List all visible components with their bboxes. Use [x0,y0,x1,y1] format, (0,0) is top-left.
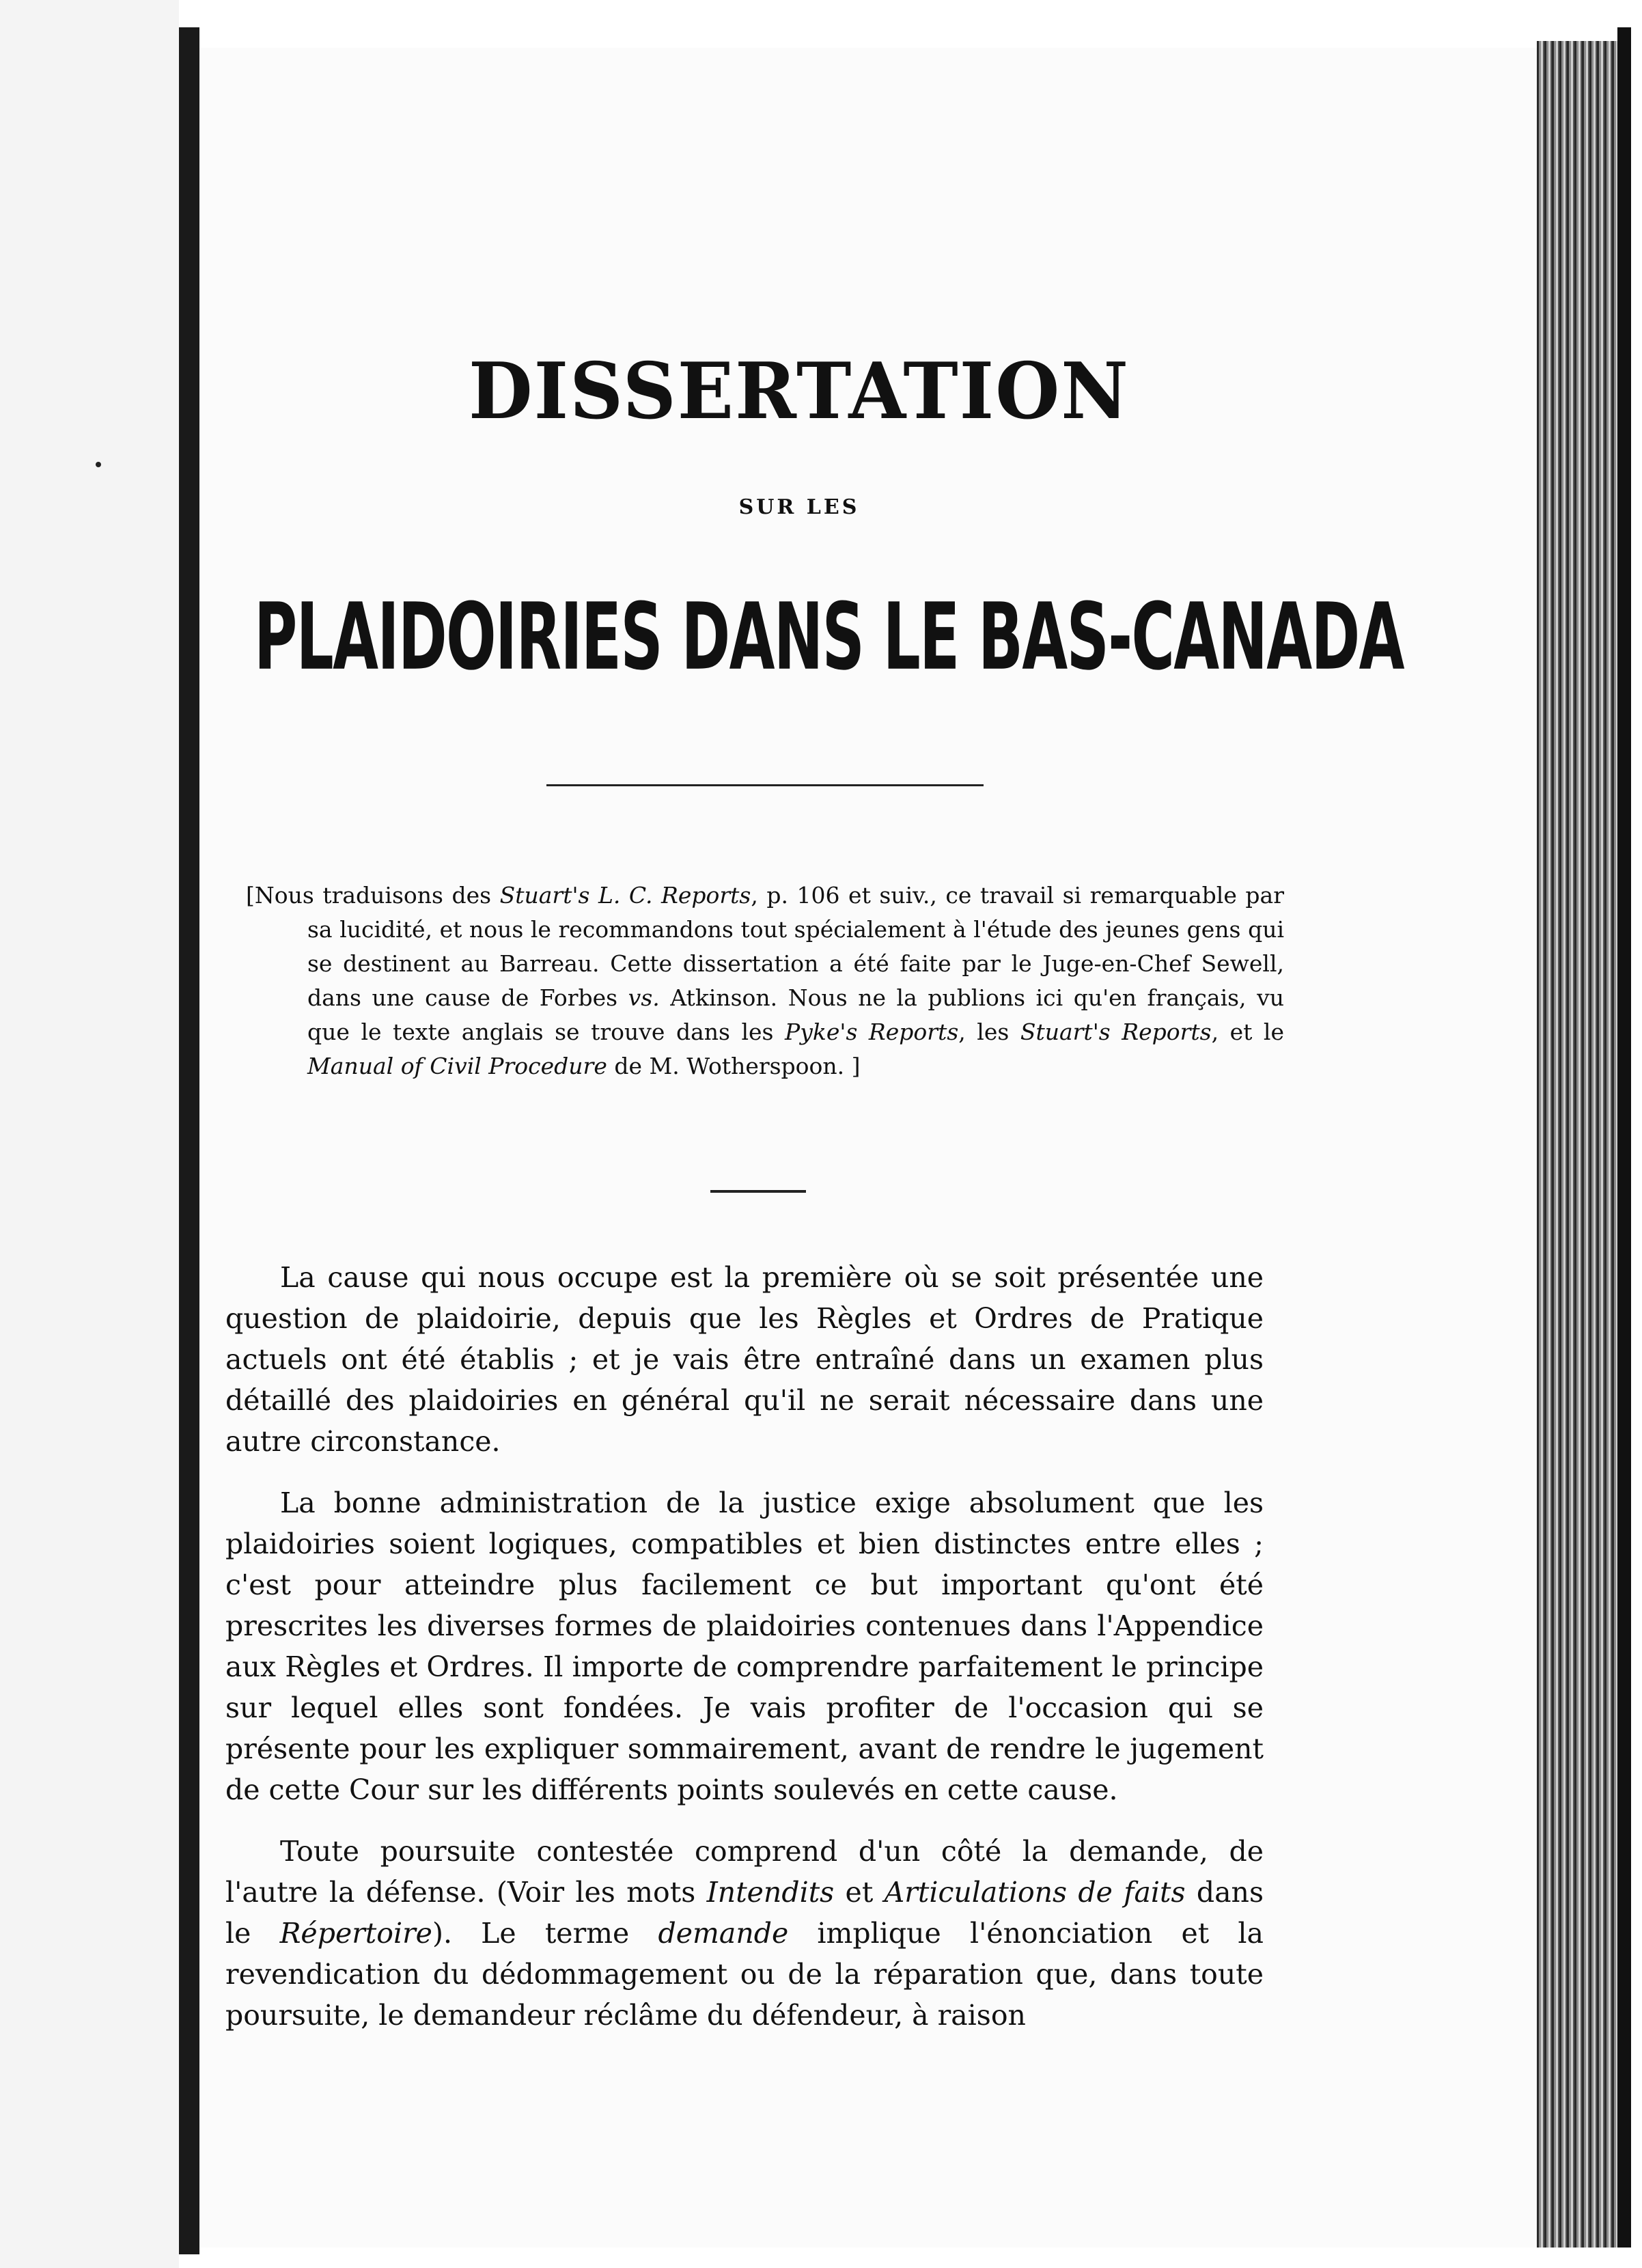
page-stack-edges [1537,41,1617,2248]
book-gutter [179,27,199,2254]
document-title: DISSERTATION [469,346,1130,437]
ink-speck [96,462,101,467]
editorial-note-text: [ Nous traduisons des Stuart's L. C. Reports, p. 106 et suiv., ce travail si remarquable par sa lucidité, et nous le recommandons tout spécialement à l'étude des jeunes gens qui se destinent au Barreau. Cette dissertation a été faite par le Juge-en-Chef Sewell, dans une cause de Forbes vs. Atkinson. Nous ne la publions ici qu'en français, vu que le texte anglais se trouve dans les Pyke's Reports, les Stuart's Reports, et le Manual of Civil Procedure de M. Wotherspoon. ] [246,879,1284,1083]
paragraph-2: La bonne administration de la justice exige absolument que les plaidoiries soient logiques, compatibles et bien distinctes entre elles ; c'est pour atteindre plus facilement ce but important qu'ont été prescrites les diverses formes de plaidoiries contenues dans l'Appendice aux Règles et Ordres. Il importe de comprendre parfaitement le principe sur lequel elles sont fondées. Je vais profiter de l'occasion qui se présente pour les expliquer sommairement, avant de rendre le jugement de cette Cour sur les différents points soulevés en cette cause. [225,1486,1264,1806]
divider-rule [546,784,984,786]
page-stack-shadow [1617,27,1631,2248]
paragraph-1: La cause qui nous occupe est la première où se soit présentée une question de plaidoirie, depuis que les Règles et Ordres de Pratique actuels ont été établis ; et je vais être entraîné dans un examen plus détaillé des plaidoiries en général qu'il ne serait nécessaire dans une autre circonstance. [225,1261,1264,1458]
facing-page-edge [0,0,179,2268]
document-subtitle: SUR LES [738,495,860,519]
short-divider-rule [710,1190,806,1193]
paragraph-3: Toute poursuite contestée comprend d'un côté la demande, de l'autre la défense. (Voir les mots Intendits et Articulations de faits dans le Répertoire). Le terme demande implique l'énonciation et la revendication du dédommagement ou de la réparation que, dans toute poursuite, le demandeur réclâme du défendeur, à raison [225,1835,1264,2032]
editorial-note [246,879,1284,1083]
body-text [225,1257,1264,2056]
main-heading: PLAIDOIRIES DANS LE BAS-CANADA [254,584,1404,691]
